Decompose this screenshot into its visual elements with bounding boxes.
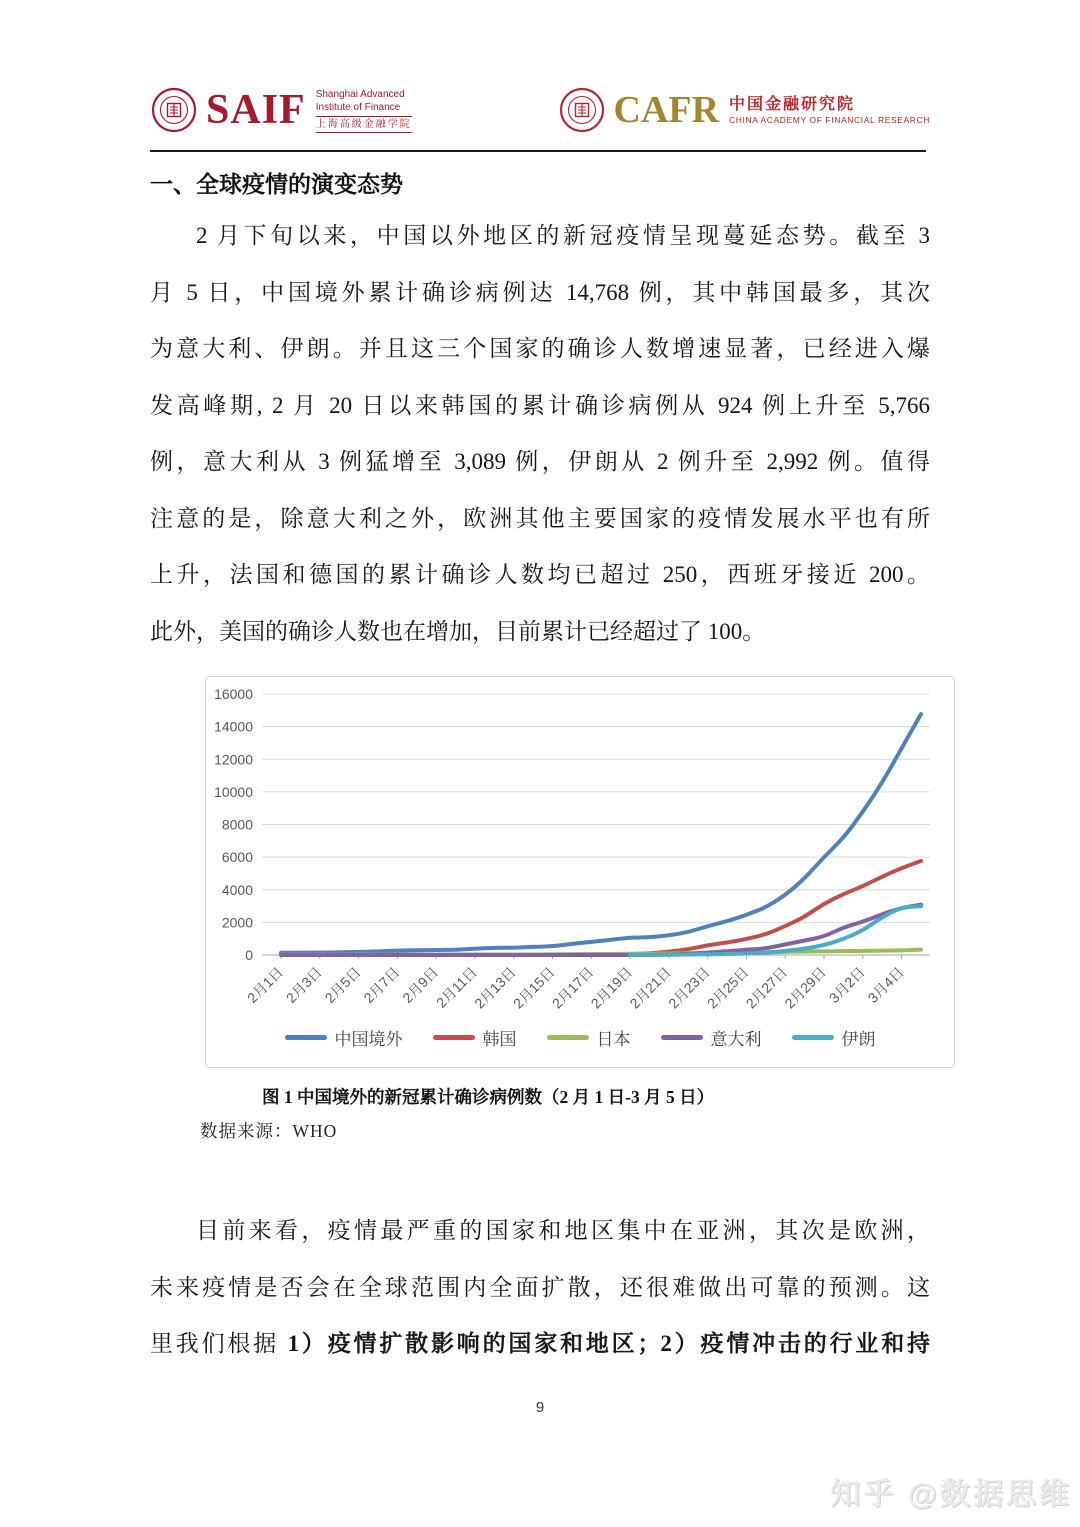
svg-text:2月9日: 2月9日 [399,963,442,1006]
svg-text:4000: 4000 [221,881,253,898]
chart-legend [206,1025,954,1050]
legend-item-italy [661,1025,762,1050]
svg-text:10000: 10000 [214,783,253,800]
svg-text:2000: 2000 [221,914,253,931]
svg-text:2月27日: 2月27日 [742,963,791,1012]
text-line: 发高峰期, 2 月 20 日以来韩国的累计确诊病例从 924 例上升至 5,766 [150,392,930,418]
header-divider [150,150,926,152]
legend-item-korea [433,1025,517,1050]
svg-text:2月11日: 2月11日 [433,963,481,1011]
saif-wordmark: SAIF [206,87,306,133]
svg-text:2月3日: 2月3日 [282,963,325,1006]
text-line: 例，意大利从 3 例猛增至 3,089 例，伊朗从 2 例升至 2,992 例。值得 [150,449,930,474]
text-line: 月 5 日，中国境外累计确诊病例达 14,768 例，其中韩国最多，其次 [150,279,930,305]
cafr-subtitle-cn: 中国金融研究院 [729,95,856,113]
text-line: 目前来看，疫情最严重的国家和地区集中在亚洲，其次是欧洲， [196,1218,930,1243]
text-line [150,1316,930,1373]
cafr-wordmark: CAFR [613,89,720,131]
legend-item-iran [792,1025,876,1050]
saif-subtitle-line1: Shanghai Advanced [315,88,405,100]
svg-text:3月4日: 3月4日 [864,963,907,1006]
legend-line-swatch [433,1035,475,1040]
watermark: 知乎 @数据思维 [830,1478,1072,1511]
figure-1-chart [205,676,955,1068]
saif-subtitle-line2: Institute of Finance [315,101,401,113]
cafr-seal-icon [558,86,606,134]
text-line: 注意的是，除意大利之外，欧洲其他主要国家的疫情发展水平也有所 [150,505,930,531]
section-title: 一、全球疫情的演变态势 [150,172,403,197]
svg-text:2月21日: 2月21日 [626,963,675,1012]
figure-source: 数据来源：WHO [200,1121,338,1141]
legend-item-outside-china [285,1025,403,1050]
saif-subtitle [316,88,412,133]
svg-text:2月19日: 2月19日 [587,963,636,1012]
svg-text:6000: 6000 [221,849,253,866]
legend-label: 韩国 [482,1030,517,1049]
legend-item-japan [547,1025,631,1050]
text-line: 2 月下旬以来，中国以外地区的新冠疫情呈现蔓延态势。截至 3 [196,223,930,248]
svg-text:14000: 14000 [214,718,253,735]
text-line: 上升，法国和德国的累计确诊人数均已超过 250，西班牙接近 200。 [150,562,930,587]
legend-line-swatch [792,1035,834,1040]
cafr-subtitle [729,95,930,126]
page-number: 9 [535,1398,545,1416]
svg-text:0: 0 [245,947,253,963]
text-run-bold: 1）疫情扩散影响的国家和地区；2）疫情冲击的行业和持 [287,1331,931,1356]
line-chart [206,679,954,1025]
legend-line-swatch [547,1035,589,1040]
svg-text:2月1日: 2月1日 [243,963,287,1006]
text-line: 为意大利、伊朗。并且这三个国家的确诊人数增速显著，已经进入爆 [150,336,930,361]
legend-line-swatch [661,1035,703,1040]
figure-caption: 图 1 中国境外的新冠累计确诊病例数（2 月 1 日-3 月 5 日） [262,1087,715,1107]
legend-label: 日本 [596,1030,631,1049]
svg-text:12000: 12000 [214,751,253,768]
legend-label: 意大利 [710,1030,762,1049]
paragraph-1 [150,208,930,660]
svg-text:16000: 16000 [214,686,253,702]
svg-text:2月15日: 2月15日 [509,963,558,1012]
svg-text:8000: 8000 [221,816,253,833]
text-line: 此外，美国的确诊人数也在增加，目前累计已经超过了 100。 [150,618,766,644]
svg-text:2月5日: 2月5日 [321,963,364,1006]
text-run: 里我们根据 [150,1331,288,1356]
cafr-logo [558,86,931,134]
cafr-subtitle-en: CHINA ACADEMY OF FINANCIAL RESEARCH [729,114,930,125]
legend-label: 伊朗 [841,1030,876,1049]
saif-seal-icon [150,86,198,134]
saif-logo [150,86,412,134]
legend-label: 中国境外 [334,1030,403,1049]
saif-subtitle-cn: 上海高级金融学院 [316,116,412,133]
svg-text:2月29日: 2月29日 [781,963,830,1012]
svg-text:2月23日: 2月23日 [665,963,713,1012]
paragraph-2 [150,1203,930,1373]
svg-text:2月17日: 2月17日 [548,963,597,1012]
text-line: 未来疫情是否会在全球范围内全面扩散，还很难做出可靠的预测。这 [150,1274,930,1300]
svg-text:2月7日: 2月7日 [360,963,403,1006]
svg-text:2月25日: 2月25日 [703,963,752,1012]
page-header [150,74,930,146]
svg-text:3月2日: 3月2日 [825,963,868,1006]
svg-text:2月13日: 2月13日 [471,963,519,1012]
legend-line-swatch [285,1035,327,1040]
